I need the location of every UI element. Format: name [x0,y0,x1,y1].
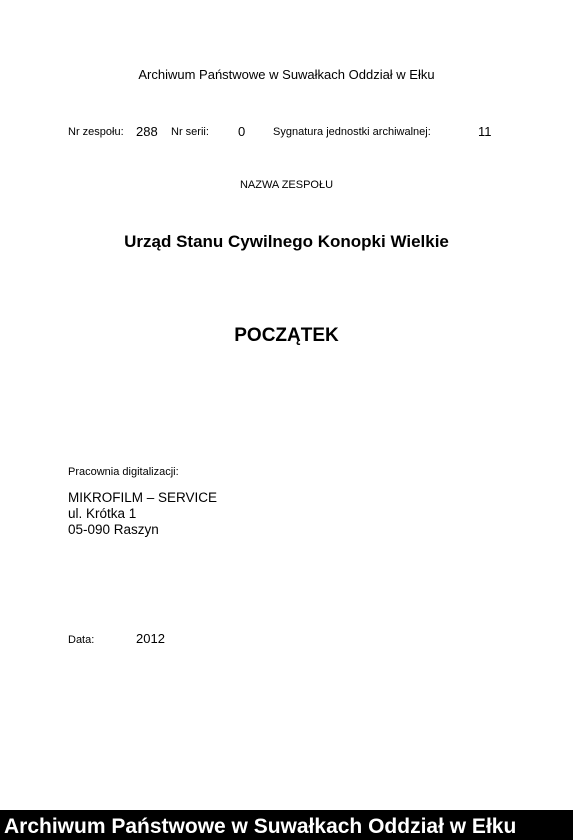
digitization-label: Pracownia digitalizacji: [68,466,179,478]
footer-banner [0,810,573,840]
fond-name: Urząd Stanu Cywilnego Konopki Wielkie [124,232,449,251]
digitization-address [68,490,217,538]
date-label: Data: [68,634,95,646]
fond-number-label: Nr zespołu: [68,126,124,138]
archive-name: Archiwum Państwowe w Suwałkach Oddział w Ełku [138,67,435,82]
fond-number-value: 288 [136,124,158,139]
date-value: 2012 [136,631,165,646]
signature-value: 11 [478,124,492,139]
fond-heading: NAZWA ZESPOŁU [239,179,334,191]
signature-label: Sygnatura jednostki archiwalnej: [273,126,431,138]
digitization-company: MIKROFILM – SERVICE [68,490,218,505]
series-label: Nr serii: [171,126,209,138]
series-value: 0 [238,124,246,139]
digitization-street: ul. Krótka 1 [68,506,137,521]
digitization-city: 05-090 Raszyn [68,522,159,537]
document-marker: POCZĄTEK [234,325,339,346]
footer-banner-text: Archiwum Państwowe w Suwałkach Oddział w Ełku [4,815,517,838]
